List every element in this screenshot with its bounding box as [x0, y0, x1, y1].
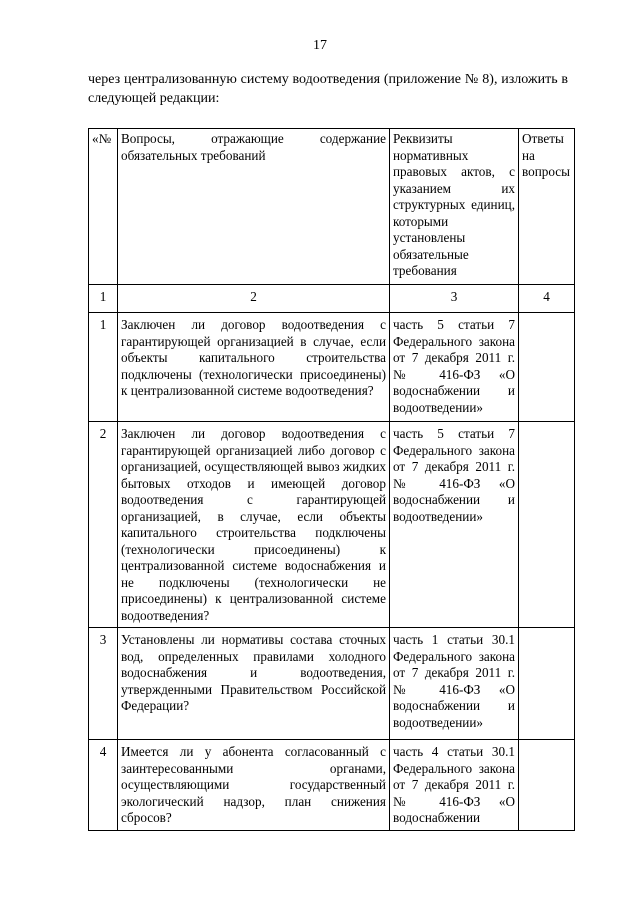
row-number: 3	[89, 628, 118, 740]
row-answer[interactable]	[519, 422, 575, 628]
header-number: «№	[89, 129, 118, 285]
row-question: Установлены ли нормативы состава сточных вод, определенных правилами холодного водоснабжения и водоотведения, утвержденными Правительством Российской Федерации?	[118, 628, 390, 740]
row-reference: часть 5 статьи 7 Федерального закона от 7 декабря 2011 г. № 416-ФЗ «О водоснабжении и водоотведении»	[390, 422, 519, 628]
row-question: Имеется ли у абонента согласованный с заинтересованными органами, осуществляющими государственный экологический надзор, план снижения сбросов?	[118, 740, 390, 831]
table-row	[89, 628, 575, 740]
column-index: 2	[118, 285, 390, 313]
row-reference: часть 5 статьи 7 Федерального закона от 7 декабря 2011 г. № 416-ФЗ «О водоснабжении и водоотведении»	[390, 313, 519, 422]
header-answers: Ответы на вопросы	[519, 129, 575, 285]
table-row	[89, 422, 575, 628]
row-number: 4	[89, 740, 118, 831]
row-answer[interactable]	[519, 740, 575, 831]
row-number: 1	[89, 313, 118, 422]
row-number: 2	[89, 422, 118, 628]
row-answer[interactable]	[519, 628, 575, 740]
table-row	[89, 740, 575, 831]
column-index: 3	[390, 285, 519, 313]
column-index: 1	[89, 285, 118, 313]
column-index-row	[89, 285, 575, 313]
page-number: 17	[313, 38, 327, 53]
row-question: Заключен ли договор водоотведения с гарантирующей организацией в случае, если объекты капитального строительства подключены (технологически присоединены) к централизованной системе водоотведения?	[118, 313, 390, 422]
header-questions: Вопросы, отражающие содержание обязательных требований	[118, 129, 390, 285]
table-header-row	[89, 129, 575, 285]
row-answer[interactable]	[519, 313, 575, 422]
requirements-table	[88, 128, 575, 831]
row-reference: часть 1 статьи 30.1 Федерального закона от 7 декабря 2011 г. № 416-ФЗ «О водоснабжении и водоотведении»	[390, 628, 519, 740]
table-row	[89, 313, 575, 422]
column-index: 4	[519, 285, 575, 313]
row-reference: часть 4 статьи 30.1 Федерального закона от 7 декабря 2011 г. № 416-ФЗ «О водоснабжении	[390, 740, 519, 831]
row-question: Заключен ли договор водоотведения с гарантирующей организацией либо договор с организацией, осуществляющей вывоз жидких бытовых отходов и имеющей договор водоотведения с гарантирующей организацией, в случае, если объекты капитального строительства подключены (технологически присоединены) к централизованной системе водоснабжения и не подключены (технологически не присоединены) к централизованной системе водоотведения?	[118, 422, 390, 628]
header-references: Реквизиты нормативных правовых актов, с указанием их структурных единиц, которыми установлены обязательные требования	[390, 129, 519, 285]
intro-paragraph: через централизованную систему водоотведения (приложение № 8), изложить в следующей редакции:	[88, 72, 568, 106]
